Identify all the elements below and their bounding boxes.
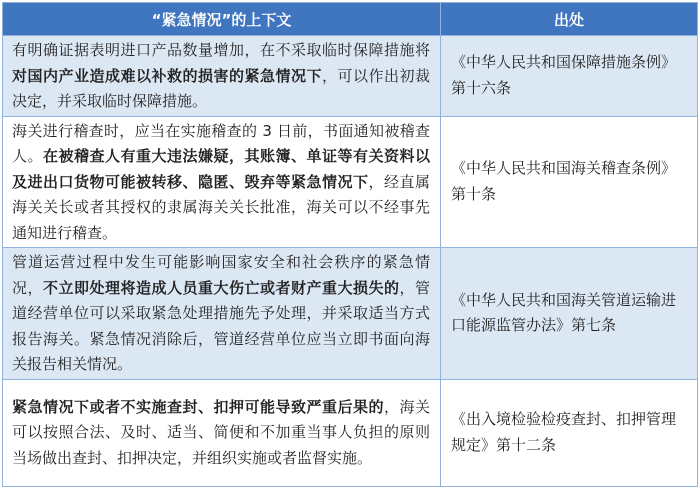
row-context-cell bbox=[3, 116, 441, 248]
row-source-cell: 《中华人民共和国保障措施条例》第十六条 bbox=[441, 36, 698, 117]
context-segment-bold: 对国内产业造成难以补救的损害的紧急情况下 bbox=[12, 66, 322, 85]
header-source: 出处 bbox=[441, 3, 698, 36]
context-segment: ，海关可以按照合法、及时、适当、简便和不加重当事人负担的原则当场做出查封、扣押决定，并组织实施或者监督实施。 bbox=[12, 397, 430, 467]
context-segment: ，可以作出初裁决定，并采取临时保障措施。 bbox=[12, 66, 430, 110]
row-context-cell bbox=[3, 36, 441, 117]
context-segment: ，经直属海关关长或者其授权的隶属海关关长批准，海关可以不经事先通知进行稽查。 bbox=[12, 172, 430, 242]
context-segment: 管道运营过程中发生可能影响国家安全和社会秩序的紧急情况， bbox=[12, 253, 430, 297]
row-source-cell: 《中华人民共和国海关管道运输进口能源监管办法》第七条 bbox=[441, 248, 698, 380]
context-segment: 海关进行稽查时，应当在实施稽查的 3 日前，书面通知被稽查人。 bbox=[12, 121, 430, 165]
row-context-cell bbox=[3, 248, 441, 380]
row-source-cell: 《出入境检验检疫查封、扣押管理规定》第十二条 bbox=[441, 379, 698, 486]
legal-context-table bbox=[2, 2, 698, 487]
table-row bbox=[3, 116, 698, 248]
context-segment: 有明确证据表明进口产品数量增加，在不采取临时保障措施将 bbox=[12, 41, 430, 59]
context-segment: ，管道经营单位可以采取紧急处理措施先予处理，并采取适当方式报告海关。紧急情况消除后，管道经营单位应当立即书面向海关报告相关情况。 bbox=[12, 278, 430, 373]
table-row bbox=[3, 248, 698, 380]
context-segment-bold: 紧急情况下或者不实施查封、扣押可能导致严重后果的 bbox=[12, 397, 384, 416]
context-segment-bold: 在被稽查人有重大违法嫌疑，其账簿、单证等有关资料以及进出口货物可能被转移、隐匿、毁弃等紧急情况下 bbox=[12, 147, 430, 191]
row-source-cell: 《中华人民共和国海关稽查条例》第十条 bbox=[441, 116, 698, 248]
row-context-cell bbox=[3, 379, 441, 486]
context-segment-bold: 不立即处理将造成人员重大伤亡或者财产重大损失的 bbox=[43, 278, 400, 297]
table-row bbox=[3, 36, 698, 117]
table-header-row bbox=[3, 3, 698, 36]
table-row bbox=[3, 379, 698, 486]
header-context: “紧急情况”的上下文 bbox=[3, 3, 441, 36]
